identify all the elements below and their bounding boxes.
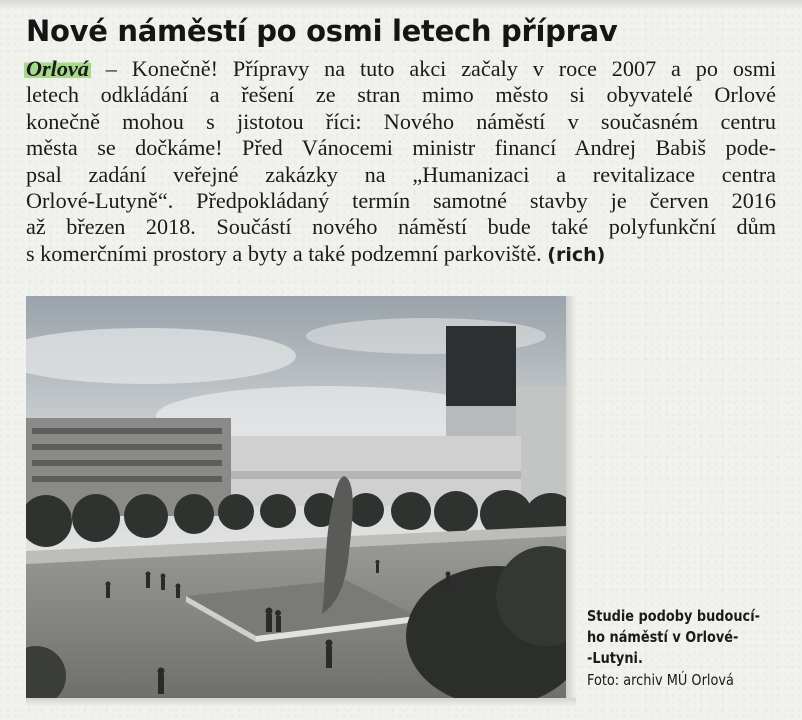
central-building-band bbox=[231, 471, 521, 479]
article-byline: (rich) bbox=[547, 243, 606, 266]
article-line bbox=[26, 56, 776, 82]
photo-shadow bbox=[566, 296, 576, 706]
photo-caption bbox=[587, 606, 787, 691]
photo-credit: Foto: archiv MÚ Orlová bbox=[587, 671, 734, 689]
article-line-text: – Konečně! Přípravy na tuto akci začaly v roce 2007 a po osmi bbox=[105, 56, 777, 81]
photo-shadow bbox=[26, 698, 576, 706]
article-line: psal zadání veřejné zakázky na „Humanizaci a revitalizace centra bbox=[26, 161, 776, 187]
article-line: až březen 2018. Součástí nového náměstí bude také polyfunkční dům bbox=[26, 214, 776, 240]
tower-base bbox=[446, 406, 516, 436]
article-headline: Nové náměstí po osmi letech příprav bbox=[26, 14, 618, 48]
article-line: konečně mohou s jistotou říci: Nového náměstí v současném centru bbox=[26, 108, 776, 134]
article-body bbox=[26, 56, 776, 268]
caption-line: Studie podoby budoucí- bbox=[587, 607, 760, 625]
square-rendering-illustration bbox=[26, 296, 566, 698]
page-crop-edge bbox=[0, 0, 802, 8]
article-line: města se dočkáme! Před Vánocemi ministr financí Andrej Babiš pode- bbox=[26, 135, 776, 161]
caption-line: -Lutyni. bbox=[587, 649, 643, 667]
caption-line: ho náměstí v Orlové- bbox=[587, 628, 739, 646]
square-rendering-photo bbox=[26, 296, 566, 698]
article-line bbox=[26, 241, 776, 268]
article-line-text: s komerčními prostory a byty a také podzemní parkoviště. bbox=[26, 240, 542, 266]
article-dateline: Orlová bbox=[26, 56, 89, 81]
article-line: letech odkládání a řešení ze stran mimo město si obyvatelé Orlové bbox=[26, 82, 776, 108]
article-line: Orlové-Lutyně“. Předpokládaný termín samotné stavby je červen 2016 bbox=[26, 188, 776, 214]
